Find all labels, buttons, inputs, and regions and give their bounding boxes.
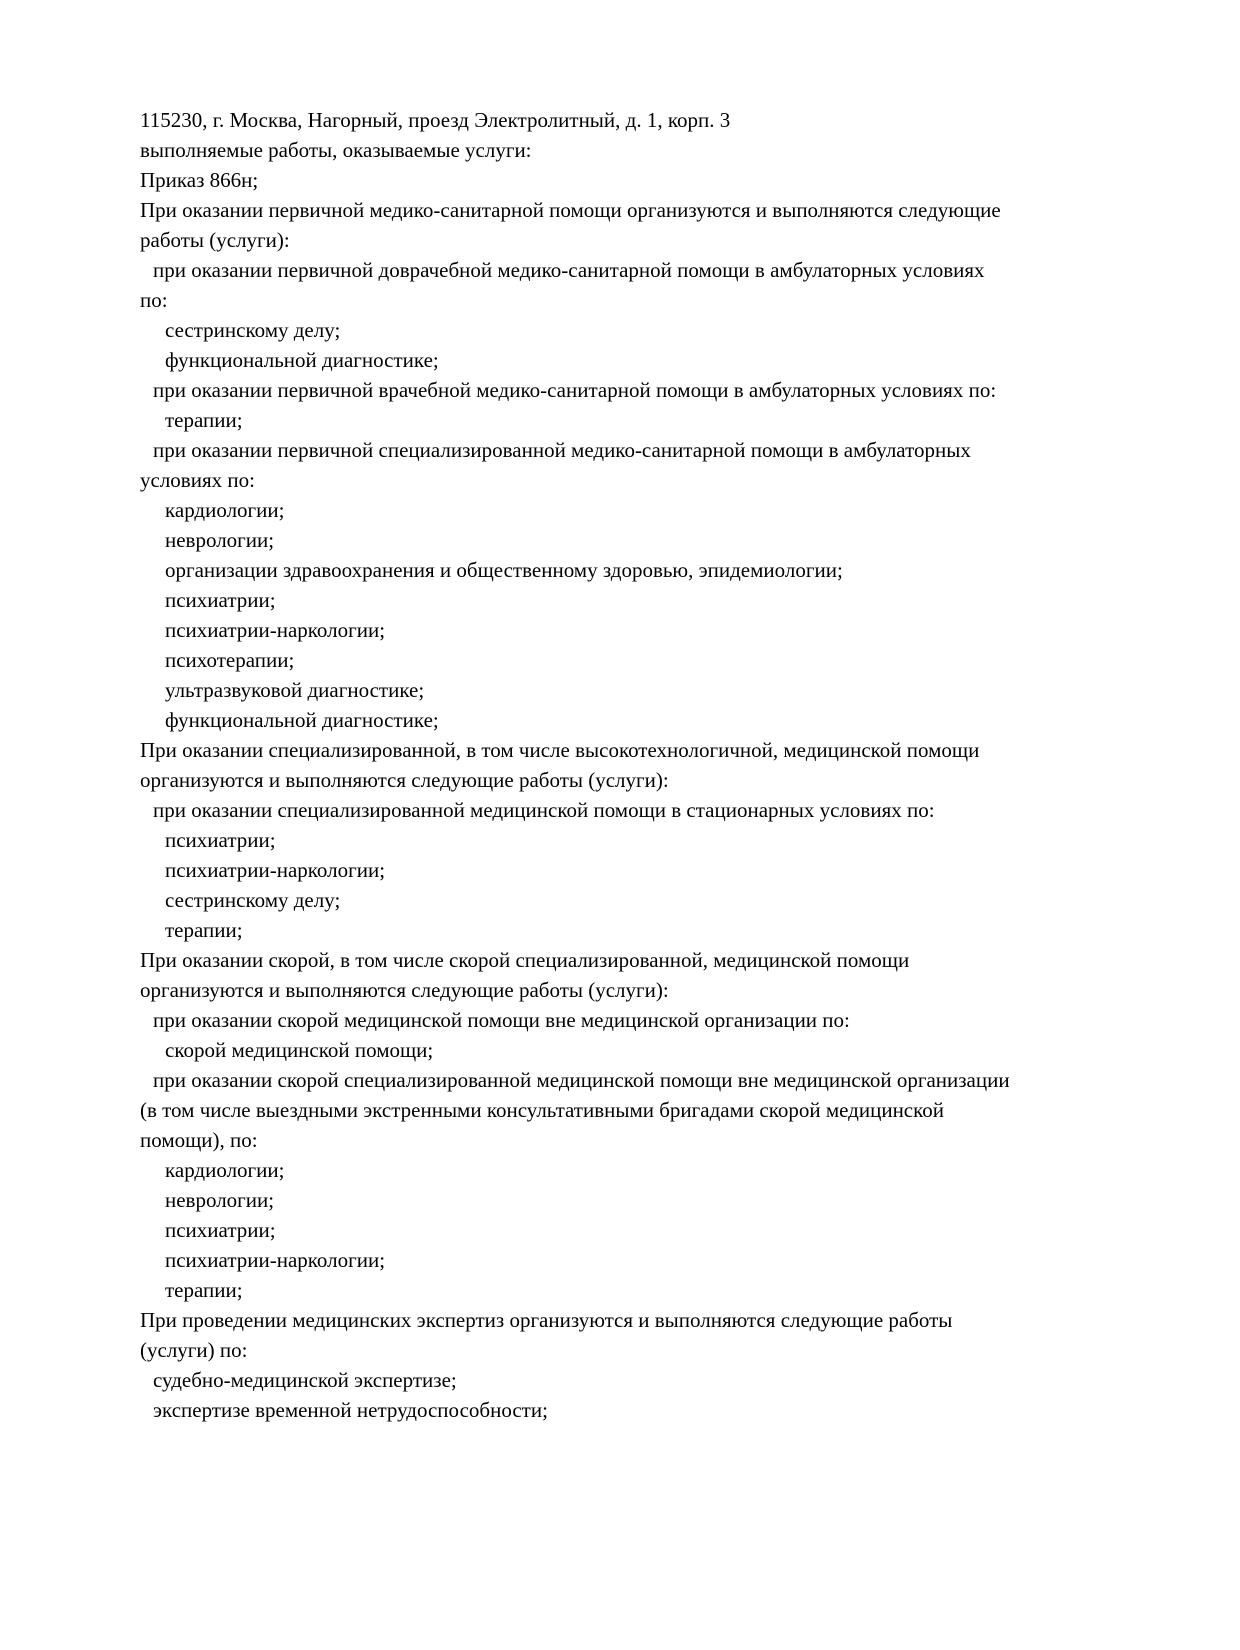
text-line: организуются и выполняются следующие работы (услуги): <box>140 768 669 792</box>
text-line: неврологии; <box>165 1188 275 1212</box>
text-line: кардиологии; <box>165 498 285 522</box>
text-line: при оказании скорой медицинской помощи вне медицинской организации по: <box>153 1008 850 1032</box>
text-line: терапии; <box>165 1278 243 1302</box>
text-line: неврологии; <box>165 528 275 552</box>
text-line: При оказании первичной медико-санитарной помощи организуются и выполняются следующие <box>140 198 1001 222</box>
text-line: судебно-медицинской экспертизе; <box>153 1368 457 1392</box>
document-text <box>140 105 1200 1425</box>
text-line: условиях по: <box>140 468 255 492</box>
text-line: психиатрии; <box>165 828 276 852</box>
text-line: выполняемые работы, оказываемые услуги: <box>140 138 532 162</box>
text-line: помощи), по: <box>140 1128 258 1152</box>
text-line: при оказании специализированной медицинской помощи в стационарных условиях по: <box>153 798 935 822</box>
text-line: психотерапии; <box>165 648 295 672</box>
text-line: организуются и выполняются следующие работы (услуги): <box>140 978 669 1002</box>
text-line: скорой медицинской помощи; <box>165 1038 434 1062</box>
text-line: психиатрии-наркологии; <box>165 1248 386 1272</box>
text-line: При оказании скорой, в том числе скорой специализированной, медицинской помощи <box>140 948 910 972</box>
text-line: при оказании первичной доврачебной медико-санитарной помощи в амбулаторных условиях <box>153 258 985 282</box>
text-line: сестринскому делу; <box>165 318 341 342</box>
text-line: при оказании первичной специализированной медико-санитарной помощи в амбулаторных <box>153 438 971 462</box>
text-line: сестринскому делу; <box>165 888 341 912</box>
text-line: психиатрии; <box>165 1218 276 1242</box>
text-line: психиатрии-наркологии; <box>165 858 386 882</box>
text-line: кардиологии; <box>165 1158 285 1182</box>
text-line: при оказании первичной врачебной медико-санитарной помощи в амбулаторных условиях по: <box>153 378 997 402</box>
text-line: терапии; <box>165 408 243 432</box>
text-line: ультразвуковой диагностике; <box>165 678 425 702</box>
text-line: (в том числе выездными экстренными консультативными бригадами скорой медицинской <box>140 1098 944 1122</box>
text-line: по: <box>140 288 168 312</box>
text-line: психиатрии; <box>165 588 276 612</box>
text-line: психиатрии-наркологии; <box>165 618 386 642</box>
text-line: при оказании скорой специализированной медицинской помощи вне медицинской организации <box>153 1068 1010 1092</box>
text-line: организации здравоохранения и общественному здоровью, эпидемиологии; <box>165 558 843 582</box>
text-line: При проведении медицинских экспертиз организуются и выполняются следующие работы <box>140 1308 953 1332</box>
text-line: работы (услуги): <box>140 228 290 252</box>
text-line: При оказании специализированной, в том числе высокотехнологичной, медицинской помощи <box>140 738 980 762</box>
text-line: Приказ 866н; <box>140 168 259 192</box>
text-line: функциональной диагностике; <box>165 348 439 372</box>
text-line: функциональной диагностике; <box>165 708 439 732</box>
text-line: терапии; <box>165 918 243 942</box>
text-line: экспертизе временной нетрудоспособности; <box>153 1398 548 1422</box>
text-line: 115230, г. Москва, Нагорный, проезд Электролитный, д. 1, корп. 3 <box>140 108 731 132</box>
text-line: (услуги) по: <box>140 1338 248 1362</box>
